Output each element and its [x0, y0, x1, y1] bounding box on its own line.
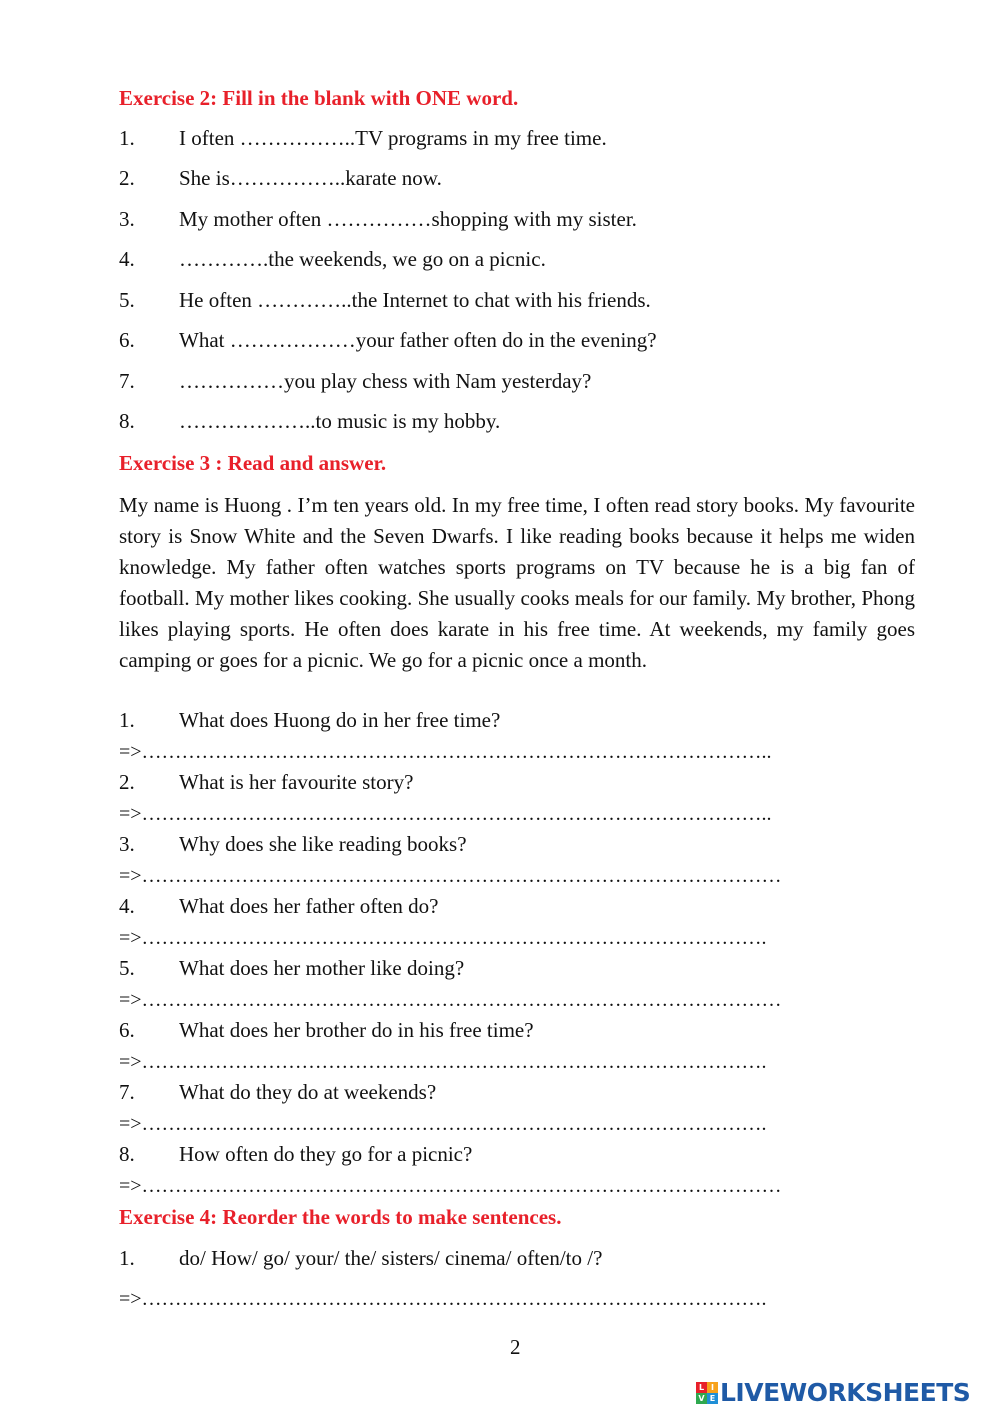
exercise-2-item-8	[119, 409, 500, 433]
item-text[interactable]: ………….the weekends, we go on a picnic.	[179, 247, 546, 271]
exercise-2-title: Exercise 2: Fill in the blank with ONE word.	[119, 86, 519, 110]
item-text[interactable]: He often …………..the Internet to chat with his friends.	[179, 288, 651, 312]
exercise-4-item-1	[119, 1246, 602, 1270]
exercise-3-question-5	[119, 956, 464, 980]
exercise-3-question-7	[119, 1080, 436, 1104]
item-text: do/ How/ go/ your/ the/ sisters/ cinema/ often/to /?	[179, 1246, 603, 1270]
question-number: 1.	[119, 708, 135, 732]
item-number: 8.	[119, 409, 135, 433]
item-number: 1.	[119, 1246, 135, 1270]
page-number: 2	[510, 1335, 521, 1359]
question-text: What is her favourite story?	[179, 770, 414, 794]
answer-line-2[interactable]: =>…………………………………………………………………………………..	[119, 803, 772, 825]
item-text[interactable]: She is……………..karate now.	[179, 166, 442, 190]
exercise-4-title: Exercise 4: Reorder the words to make sentences.	[119, 1205, 562, 1229]
liveworksheets-logo	[696, 1380, 970, 1406]
exercise-3-question-4	[119, 894, 438, 918]
answer-line-7[interactable]: =>………………………………………………………………………………….	[119, 1113, 767, 1135]
question-text: What does her mother like doing?	[179, 956, 465, 980]
question-number: 6.	[119, 1018, 135, 1042]
item-text[interactable]: ………………..to music is my hobby.	[179, 409, 501, 433]
item-number: 6.	[119, 328, 135, 352]
exercise-2-item-2	[119, 166, 442, 190]
item-text[interactable]: My mother often ……………shopping with my sister.	[179, 207, 637, 231]
item-text[interactable]: What ………………your father often do in the evening?	[179, 328, 657, 352]
answer-line-8[interactable]: =>……………………………………………………………………………………	[119, 1175, 782, 1197]
question-text: What do they do at weekends?	[179, 1080, 437, 1104]
exercise-3-question-3	[119, 832, 467, 856]
item-text[interactable]: I often ……………..TV programs in my free time.	[179, 126, 607, 150]
exercise-3-question-6	[119, 1018, 534, 1042]
item-text[interactable]: ……………you play chess with Nam yesterday?	[179, 369, 592, 393]
exercise-4-answer-line-1[interactable]: =>………………………………………………………………………………….	[119, 1288, 767, 1310]
exercise-2-item-7	[119, 369, 591, 393]
exercise-3-question-1	[119, 708, 500, 732]
question-text: How often do they go for a picnic?	[179, 1142, 473, 1166]
item-number: 4.	[119, 247, 135, 271]
question-text: What does Huong do in her free time?	[179, 708, 501, 732]
exercise-2-item-4	[119, 247, 546, 271]
answer-line-1[interactable]: =>…………………………………………………………………………………..	[119, 741, 772, 763]
question-text: Why does she like reading books?	[179, 832, 467, 856]
item-number: 1.	[119, 126, 135, 150]
logo-mark-letter: E	[707, 1393, 718, 1404]
exercise-2-item-6	[119, 328, 657, 352]
question-number: 3.	[119, 832, 135, 856]
logo-text: LIVEWORKSHEETS	[720, 1378, 971, 1407]
item-number: 3.	[119, 207, 135, 231]
liveworksheets-mark-icon	[696, 1382, 718, 1404]
exercise-2-item-1	[119, 126, 607, 150]
question-number: 8.	[119, 1142, 135, 1166]
exercise-3-title: Exercise 3 : Read and answer.	[119, 451, 387, 475]
answer-line-6[interactable]: =>………………………………………………………………………………….	[119, 1051, 767, 1073]
question-number: 5.	[119, 956, 135, 980]
exercise-3-question-8	[119, 1142, 472, 1166]
logo-mark-letter: L	[696, 1382, 707, 1393]
exercise-2-item-3	[119, 207, 637, 231]
question-number: 4.	[119, 894, 135, 918]
exercise-2-item-5	[119, 288, 651, 312]
item-number: 5.	[119, 288, 135, 312]
question-text: What does her father often do?	[179, 894, 439, 918]
reading-passage: My name is Huong . I’m ten years old. In my free time, I often read story books. My favourite story is Snow White and the Seven Dwarfs. I like reading books because it helps me widen knowledge. My father often watches sports programs on TV because he is a big fan of football. My mother likes cooking. She usually cooks meals for our family. My brother, Phong likes playing sports. He often does karate in his free time. At weekends, my family goes camping or goes for a picnic. We go for a picnic once a month.	[119, 493, 915, 672]
answer-line-4[interactable]: =>………………………………………………………………………………….	[119, 927, 767, 949]
question-text: What does her brother do in his free time?	[179, 1018, 534, 1042]
question-number: 2.	[119, 770, 135, 794]
question-number: 7.	[119, 1080, 135, 1104]
item-number: 2.	[119, 166, 135, 190]
logo-mark-letter: V	[696, 1393, 707, 1404]
answer-line-5[interactable]: =>……………………………………………………………………………………	[119, 989, 782, 1011]
answer-line-3[interactable]: =>……………………………………………………………………………………	[119, 865, 782, 887]
exercise-3-question-2	[119, 770, 413, 794]
logo-mark-letter: I	[707, 1382, 718, 1393]
item-number: 7.	[119, 369, 135, 393]
